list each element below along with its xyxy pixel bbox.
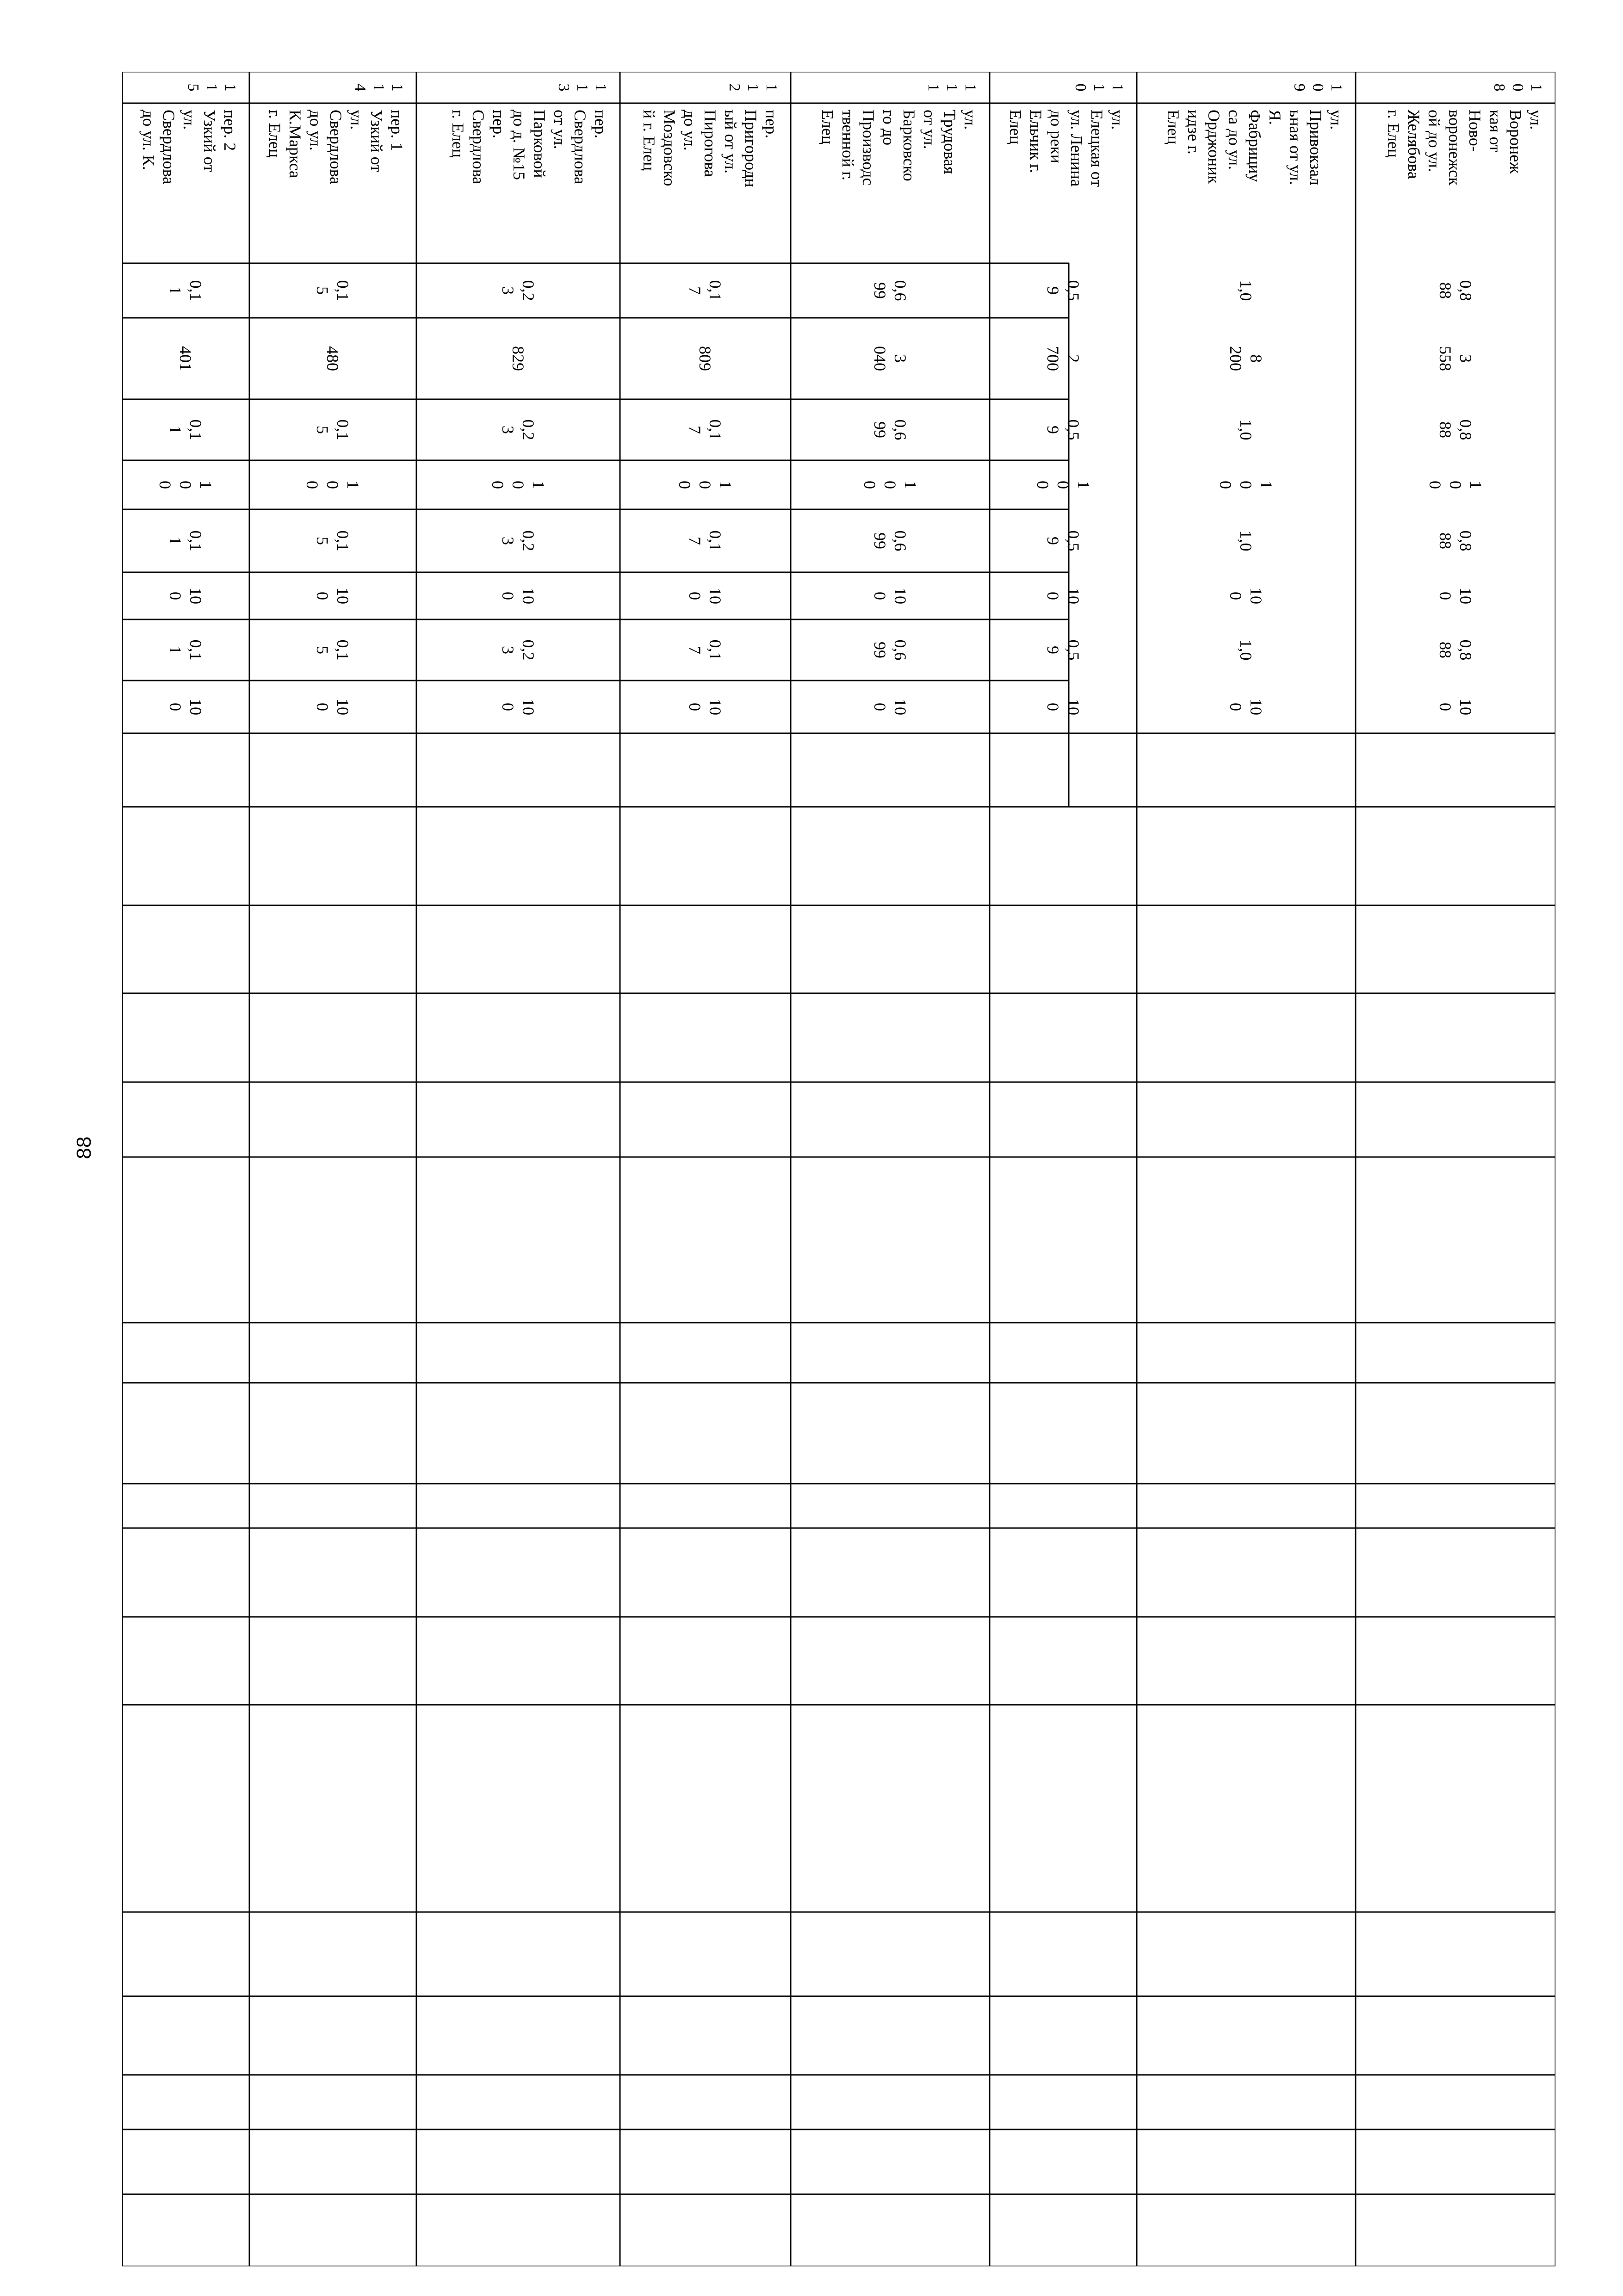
street-name-line: ой до ул. — [1425, 110, 1443, 172]
value-cell — [990, 263, 1137, 318]
value-cell-line: 0,2 — [519, 530, 538, 551]
value-cell — [1356, 460, 1555, 509]
value-cell — [122, 572, 249, 619]
value-cell — [620, 619, 791, 681]
value-cell — [249, 619, 416, 681]
value-cell-line: 0 — [696, 481, 715, 489]
row-number-line: 1 — [222, 83, 239, 92]
street-name — [249, 103, 416, 263]
value-cell — [122, 318, 249, 399]
row-number-line: 1 — [574, 83, 591, 92]
value-cell-line: 9 — [1044, 646, 1062, 654]
street-name-line: Трудовая — [941, 110, 959, 174]
value-cell-line: 0,6 — [891, 639, 910, 661]
value-cell-line: 9 — [1044, 537, 1062, 545]
value-cell-line: 0,8 — [1456, 530, 1475, 551]
street-name-line: Производс — [859, 110, 878, 186]
street-name-line: пер. — [591, 110, 610, 139]
value-cell — [990, 681, 1137, 733]
value-cell-line: 9 — [1044, 286, 1062, 295]
street-name-line: Желябова — [1405, 110, 1423, 179]
street-name-line: Ельчик г. — [1027, 110, 1045, 173]
street-name-line: Орджоник — [1205, 110, 1223, 184]
value-cell — [620, 263, 791, 318]
value-cell — [1356, 263, 1555, 318]
value-cell — [990, 399, 1137, 460]
row-number — [990, 72, 1137, 103]
row-number-line: 0 — [1309, 83, 1326, 92]
value-cell-line: 0 — [686, 592, 705, 600]
value-cell — [1356, 572, 1555, 619]
street-name-line: до ул. — [306, 110, 325, 151]
street-name — [1137, 103, 1356, 263]
row-number-line: 0 — [1509, 83, 1526, 92]
value-cell-line: 0,1 — [334, 280, 353, 301]
value-cell-line: 0 — [176, 481, 195, 489]
street-name-line: Ново- — [1466, 110, 1484, 152]
value-cell-line: 0 — [1426, 481, 1444, 489]
row-number-line: 1 — [592, 83, 609, 92]
street-name-line: й г. Елец — [640, 110, 658, 171]
value-cell — [791, 399, 990, 460]
street-name-line: пер. 1 — [388, 110, 406, 151]
value-cell — [122, 681, 249, 733]
value-cell-line: 3 — [499, 646, 517, 654]
value-cell-line: 0 — [1044, 703, 1062, 711]
row-number-line: 4 — [352, 83, 369, 92]
street-name-line: Свердлова — [327, 110, 345, 185]
street-name-line: ьная от ул. — [1286, 110, 1305, 185]
value-cell — [620, 509, 791, 572]
street-name-line: Елец — [1006, 110, 1025, 145]
street-name-line: ул. — [961, 110, 979, 130]
value-cell-line: 10 — [891, 588, 910, 604]
row-number — [122, 72, 249, 103]
value-cell — [1137, 681, 1356, 733]
value-cell-line: 88 — [1436, 282, 1455, 299]
street-name-line: Моздовско — [660, 110, 679, 186]
value-cell-line: 9 — [1044, 426, 1062, 434]
street-name-line: Свердлова — [160, 110, 178, 185]
value-cell-line: 0,5 — [1064, 419, 1083, 440]
value-cell-line: 0,1 — [186, 639, 205, 661]
value-cell-line: 0 — [313, 703, 332, 711]
value-cell — [416, 263, 620, 318]
street-name-line: от ул. — [551, 110, 569, 149]
value-cell-line: 3 — [891, 354, 910, 363]
value-cell-line: 0,5 — [1064, 280, 1083, 301]
value-cell-line: 0 — [1446, 481, 1465, 489]
value-cell — [1137, 263, 1356, 318]
value-cell-line: 10 — [519, 699, 538, 715]
value-cell-line: 1 — [1074, 481, 1093, 489]
row-number — [791, 72, 990, 103]
row-number-line: 1 — [1109, 83, 1126, 92]
value-cell-line: 0,1 — [706, 419, 725, 440]
street-name-line: ул. — [1108, 110, 1127, 130]
street-name — [1356, 103, 1555, 263]
value-cell-line: 0,1 — [334, 419, 353, 440]
value-cell-line: 5 — [313, 426, 332, 434]
value-cell-line: 1,0 — [1237, 280, 1256, 301]
value-cell-line: 0,1 — [706, 280, 725, 301]
value-cell-line: 10 — [1064, 588, 1083, 604]
value-cell-line: 7 — [686, 426, 705, 434]
value-cell-line: 0,6 — [891, 280, 910, 301]
row-number-line: 1 — [203, 83, 220, 92]
value-cell-line: 1,0 — [1237, 530, 1256, 551]
value-cell — [791, 318, 990, 399]
value-cell-line: 8 — [1247, 354, 1266, 363]
street-name-line: Свердлова — [571, 110, 589, 185]
value-cell — [122, 619, 249, 681]
street-name-line: Воронеж — [1506, 110, 1525, 174]
value-cell-line: 0,8 — [1456, 639, 1475, 661]
street-name-line: Пирогова — [701, 110, 719, 177]
value-cell-line: 0 — [1436, 592, 1455, 600]
row-number — [1137, 72, 1356, 103]
value-cell-line: 10 — [1456, 588, 1475, 604]
value-cell-line: 1 — [1257, 481, 1276, 489]
street-name — [791, 103, 990, 263]
value-cell-line: 10 — [186, 699, 205, 715]
street-name — [620, 103, 791, 263]
street-name-line: К.Маркса — [286, 110, 304, 178]
value-cell-line: 0,5 — [1064, 530, 1083, 551]
value-cell — [1137, 399, 1356, 460]
value-cell-line: 0,8 — [1456, 280, 1475, 301]
value-cell — [416, 318, 620, 399]
value-cell — [249, 399, 416, 460]
value-cell-line: 88 — [1436, 642, 1455, 658]
row-number-line: 2 — [726, 83, 743, 92]
value-cell-line: 0 — [686, 703, 705, 711]
value-cell — [1356, 399, 1555, 460]
street-name-line: Елец — [818, 110, 837, 145]
value-cell-line: 0 — [323, 481, 342, 489]
value-cell-line: 0 — [166, 703, 185, 711]
value-cell-line: 0,5 — [1064, 639, 1083, 661]
value-cell-line: 0 — [1237, 481, 1256, 489]
value-cell — [122, 399, 249, 460]
value-cell-line: 0 — [1044, 592, 1062, 600]
street-name-line: Елец — [1164, 110, 1183, 145]
row-number-line: 1 — [962, 83, 979, 92]
street-name-line: твенной г. — [839, 110, 857, 180]
value-cell-line: 10 — [519, 588, 538, 604]
street-name-line: ый от ул. — [721, 110, 740, 174]
street-name-line: ул. — [1527, 110, 1545, 130]
row-number — [249, 72, 416, 103]
value-cell — [249, 460, 416, 509]
value-cell-line: 10 — [334, 699, 353, 715]
value-cell-line: 99 — [871, 642, 889, 658]
street-name-line: кая от — [1486, 110, 1505, 152]
street-name-line: Барковско — [900, 110, 918, 181]
value-cell-line: 7 — [686, 537, 705, 545]
row-number-line: 1 — [370, 83, 387, 92]
value-cell-line: 0 — [1436, 703, 1455, 711]
value-cell — [416, 399, 620, 460]
value-cell-line: 0,1 — [706, 530, 725, 551]
street-name-line: пер. — [489, 110, 508, 139]
value-cell — [990, 318, 1137, 399]
row-number-line: 0 — [1072, 83, 1089, 92]
value-cell-line: 0 — [489, 481, 507, 489]
value-cell-line: 0,1 — [186, 280, 205, 301]
value-cell-line: 3 — [499, 286, 517, 295]
value-cell-line: 10 — [706, 699, 725, 715]
street-name-line: до ул. — [681, 110, 699, 151]
value-cell-line: 10 — [1064, 699, 1083, 715]
value-cell-line: 0 — [861, 481, 879, 489]
street-name-line: са до ул. — [1225, 110, 1244, 170]
value-cell-line: 0 — [166, 592, 185, 600]
row-number-line: 1 — [1328, 83, 1345, 92]
value-cell — [122, 460, 249, 509]
street-name — [416, 103, 620, 263]
value-cell — [1137, 572, 1356, 619]
value-cell-line: 0,1 — [186, 419, 205, 440]
value-cell — [620, 460, 791, 509]
value-cell-line: 0 — [1054, 481, 1072, 489]
value-cell-line: 0 — [1034, 481, 1052, 489]
value-cell — [249, 318, 416, 399]
street-name-line: ул. — [1327, 110, 1345, 130]
value-cell-line: 3 — [499, 537, 517, 545]
value-cell — [416, 460, 620, 509]
value-cell — [1137, 509, 1356, 572]
row-number-line: 1 — [744, 83, 762, 92]
value-cell-line: 0,1 — [334, 530, 353, 551]
street-name-line: воронежск — [1445, 110, 1464, 186]
value-cell-line: 0,8 — [1456, 419, 1475, 440]
row-number-line: 1 — [943, 83, 960, 92]
value-cell-line: 0 — [871, 592, 889, 600]
street-name-line: Парковой — [530, 110, 549, 178]
row-number-line: 1 — [763, 83, 780, 92]
value-cell — [122, 263, 249, 318]
value-cell-line: 0 — [313, 592, 332, 600]
value-cell — [990, 619, 1137, 681]
value-cell-line: 0,2 — [519, 639, 538, 661]
value-cell-line: 1,0 — [1237, 419, 1256, 440]
value-cell-line: 0 — [303, 481, 322, 489]
value-cell-line: 3 — [499, 426, 517, 434]
value-cell-line: 0 — [499, 592, 517, 600]
value-cell — [620, 399, 791, 460]
rotated-table — [122, 72, 1555, 2266]
value-cell-line: 10 — [1247, 699, 1266, 715]
value-cell-line: 88 — [1436, 421, 1455, 438]
value-cell-line: 10 — [186, 588, 205, 604]
value-cell — [1356, 681, 1555, 733]
value-cell — [416, 681, 620, 733]
value-cell — [1137, 619, 1356, 681]
street-name-line: до реки — [1047, 110, 1065, 164]
row-number-line: 1 — [1090, 83, 1108, 92]
value-cell — [791, 619, 990, 681]
street-name-line: г. Елец — [266, 110, 284, 158]
value-cell-line: 10 — [334, 588, 353, 604]
street-name-line: Я. — [1266, 110, 1284, 125]
row-number — [416, 72, 620, 103]
value-cell — [416, 572, 620, 619]
value-cell — [990, 572, 1137, 619]
street-name — [122, 103, 249, 263]
street-name-line: до д. №15 — [510, 110, 528, 180]
value-cell — [1356, 509, 1555, 572]
value-cell-line: 1 — [166, 537, 185, 545]
value-cell-line: 401 — [176, 346, 195, 371]
value-cell — [1356, 619, 1555, 681]
value-cell-line: 0,6 — [891, 530, 910, 551]
value-cell-line: 480 — [323, 346, 342, 371]
value-cell-line: 0,1 — [186, 530, 205, 551]
row-number-line: 3 — [555, 83, 572, 92]
street-name-line: Елецкая от — [1088, 110, 1106, 187]
value-cell — [791, 263, 990, 318]
value-cell — [620, 318, 791, 399]
value-cell — [1137, 460, 1356, 509]
street-name-line: ул. — [347, 110, 365, 130]
value-cell-line: 1 — [166, 426, 185, 434]
row-number-line: 9 — [1291, 83, 1308, 92]
row-number — [1356, 72, 1555, 103]
value-cell-line: 99 — [871, 532, 889, 549]
value-cell-line: 1 — [1467, 481, 1485, 489]
value-cell — [249, 681, 416, 733]
value-cell-line: 809 — [696, 346, 715, 371]
value-cell-line: 1 — [344, 481, 363, 489]
value-cell-line: 10 — [1456, 699, 1475, 715]
value-cell-line: 1,0 — [1237, 639, 1256, 661]
street-name-line: пер. 2 — [221, 110, 239, 151]
row-number-line: 1 — [1528, 83, 1545, 92]
value-cell-line: 0 — [881, 481, 899, 489]
value-cell — [1137, 318, 1356, 399]
value-cell-line: 0,2 — [519, 419, 538, 440]
value-cell — [1356, 318, 1555, 399]
value-cell-line: 558 — [1436, 346, 1455, 371]
row-number-line: 5 — [185, 83, 202, 92]
row-number-line: 1 — [925, 83, 942, 92]
value-cell — [791, 509, 990, 572]
value-cell — [791, 572, 990, 619]
value-cell-line: 1 — [197, 481, 216, 489]
value-cell — [620, 681, 791, 733]
page-number: 88 — [73, 1136, 95, 1159]
value-cell-line: 200 — [1227, 346, 1245, 371]
street-name-line: идзе г. — [1184, 110, 1203, 155]
value-cell-line: 10 — [706, 588, 725, 604]
value-cell-line: 1 — [901, 481, 920, 489]
row-number — [620, 72, 791, 103]
value-cell-line: 040 — [871, 346, 889, 371]
street-name-line: Пригородн — [742, 110, 760, 187]
value-cell — [791, 681, 990, 733]
value-cell-line: 7 — [686, 286, 705, 295]
value-cell — [990, 509, 1137, 572]
value-cell — [620, 572, 791, 619]
value-cell-line: 0,6 — [891, 419, 910, 440]
value-cell — [249, 263, 416, 318]
value-cell-line: 10 — [1247, 588, 1266, 604]
value-cell-line: 0 — [871, 703, 889, 711]
street-name-line: от ул. — [920, 110, 939, 149]
value-cell-line: 0 — [156, 481, 175, 489]
value-cell-line: 0,1 — [706, 639, 725, 661]
street-name-line: ул. Ленина — [1067, 110, 1086, 187]
street-name-line: г. Елец — [449, 110, 467, 158]
value-cell-line: 0 — [1227, 703, 1245, 711]
street-name-line: ул. — [180, 110, 198, 130]
value-cell-line: 10 — [891, 699, 910, 715]
value-cell — [249, 572, 416, 619]
value-cell-line: 0 — [1227, 592, 1245, 600]
street-name-line: Привокзал — [1307, 110, 1325, 186]
value-cell-line: 5 — [313, 286, 332, 295]
value-cell-line: 7 — [686, 646, 705, 654]
value-cell-line: 700 — [1044, 346, 1062, 371]
row-number-line: 8 — [1491, 83, 1508, 92]
row-number-line: 1 — [389, 83, 406, 92]
street-name — [990, 103, 1137, 263]
value-cell — [249, 509, 416, 572]
value-cell-line: 2 — [1064, 354, 1083, 363]
value-cell-line: 5 — [313, 646, 332, 654]
value-cell-line: 1 — [716, 481, 735, 489]
street-name-line: Узкий от — [200, 110, 219, 172]
value-cell-line: 0,1 — [334, 639, 353, 661]
street-name-line: Узкий от — [367, 110, 386, 172]
value-cell-line: 3 — [1456, 354, 1475, 363]
value-cell-line: 0 — [499, 703, 517, 711]
value-cell — [416, 509, 620, 572]
value-cell-line: 829 — [509, 346, 527, 371]
street-name-line: го до — [880, 110, 898, 146]
value-cell-line: 0 — [509, 481, 527, 489]
value-cell-line: 1 — [166, 286, 185, 295]
value-cell-line: 99 — [871, 421, 889, 438]
value-cell — [990, 460, 1137, 509]
value-cell-line: 5 — [313, 537, 332, 545]
value-cell — [122, 509, 249, 572]
street-name-line: г. Елец — [1384, 110, 1403, 158]
value-cell-line: 0,2 — [519, 280, 538, 301]
street-name-line: Свердлова — [469, 110, 488, 185]
value-cell-line: 99 — [871, 282, 889, 299]
value-cell-line: 1 — [166, 646, 185, 654]
street-name-line: до ул. К. — [139, 110, 158, 170]
value-cell-line: 1 — [529, 481, 548, 489]
value-cell — [416, 619, 620, 681]
street-name-line: Фабрициу — [1245, 110, 1264, 182]
value-cell — [791, 460, 990, 509]
value-cell-line: 0 — [675, 481, 694, 489]
street-name-line: пер. — [762, 110, 781, 139]
value-cell-line: 0 — [1216, 481, 1235, 489]
value-cell-line: 88 — [1436, 532, 1455, 549]
